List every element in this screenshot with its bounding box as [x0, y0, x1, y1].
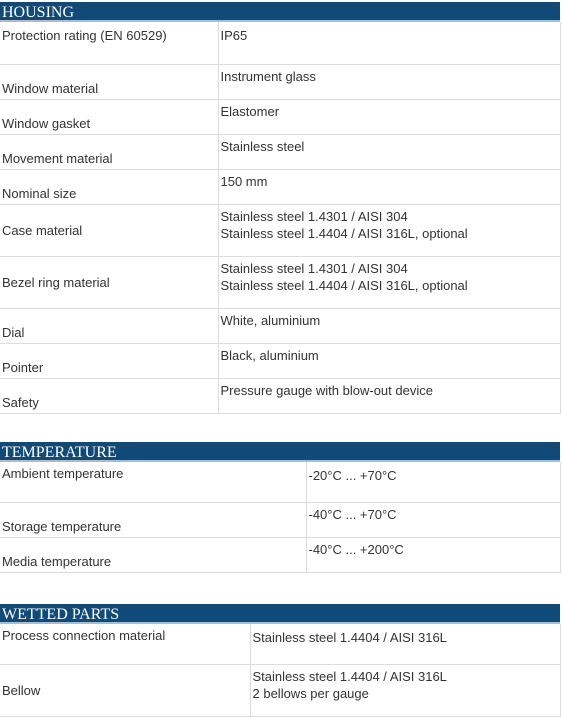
row-label: Movement material: [0, 134, 218, 169]
spec-table: [0, 22, 561, 414]
row-value: [218, 64, 560, 99]
row-label: Media temperature: [0, 537, 306, 572]
wetted-parts-section: [0, 604, 560, 717]
table-row: [0, 134, 560, 169]
row-value: [218, 169, 560, 204]
row-label: Window material: [0, 64, 218, 99]
value-line: White, aluminium: [220, 312, 321, 328]
row-label: Window gasket: [0, 99, 218, 134]
row-label: Storage temperature: [0, 502, 306, 537]
row-label: Pointer: [0, 343, 218, 378]
value-line: Stainless steel: [220, 138, 305, 154]
row-value: [306, 502, 560, 537]
table-row: [0, 308, 560, 343]
row-value: [218, 22, 560, 64]
row-value: [306, 462, 560, 502]
row-value: [218, 343, 560, 378]
table-row: [0, 624, 560, 664]
row-value: [218, 256, 560, 308]
row-value: [250, 624, 560, 664]
value-line: 2 bellows per gauge: [252, 685, 369, 701]
row-label: Bellow: [0, 664, 250, 716]
table-row: [0, 204, 560, 256]
table-row: [0, 343, 560, 378]
value-line: Elastomer: [220, 103, 280, 119]
value-line: IP65: [220, 28, 248, 43]
row-label: Protection rating (EN 60529): [0, 22, 218, 64]
value-line: -40°C ... +70°C: [308, 506, 397, 522]
row-label: Case material: [0, 204, 218, 256]
section-title: HOUSING: [0, 2, 560, 22]
value-line: Stainless steel 1.4404 / AISI 316L: [252, 668, 447, 684]
spec-table: [0, 624, 561, 717]
row-label: Safety: [0, 378, 218, 413]
value-line: Stainless steel 1.4301 / AISI 304: [220, 208, 408, 224]
row-label: Nominal size: [0, 169, 218, 204]
row-value: [218, 308, 560, 343]
table-row: [0, 378, 560, 413]
spec-table: [0, 462, 561, 573]
value-line: 150 mm: [220, 173, 268, 189]
value-line: Instrument glass: [220, 68, 316, 84]
value-line: Pressure gauge with blow-out device: [220, 382, 433, 398]
row-value: [218, 134, 560, 169]
row-label: Dial: [0, 308, 218, 343]
row-value: [306, 537, 560, 572]
temperature-section: [0, 442, 560, 573]
row-label: Bezel ring material: [0, 256, 218, 308]
table-row: [0, 64, 560, 99]
table-row: [0, 502, 560, 537]
table-row: [0, 537, 560, 572]
value-line: -20°C ... +70°C: [308, 468, 397, 483]
section-title: TEMPERATURE: [0, 442, 560, 462]
table-row: [0, 462, 560, 502]
table-row: [0, 99, 560, 134]
value-line: Stainless steel 1.4301 / AISI 304: [220, 260, 408, 276]
table-row: [0, 256, 560, 308]
table-row: [0, 664, 560, 716]
value-line: Stainless steel 1.4404 / AISI 316L, optional: [220, 277, 468, 293]
row-value: [218, 378, 560, 413]
table-row: [0, 22, 560, 64]
row-value: [250, 664, 560, 716]
table-row: [0, 169, 560, 204]
housing-section: [0, 2, 560, 414]
row-label: Process connection material: [0, 624, 250, 664]
value-line: Stainless steel 1.4404 / AISI 316L, optional: [220, 225, 468, 241]
section-title: WETTED PARTS: [0, 604, 560, 624]
row-value: [218, 204, 560, 256]
value-line: Black, aluminium: [220, 347, 319, 363]
row-label: Ambient temperature: [0, 462, 306, 502]
value-line: -40°C ... +200°C: [308, 541, 404, 557]
value-line: Stainless steel 1.4404 / AISI 316L: [252, 630, 447, 645]
row-value: [218, 99, 560, 134]
